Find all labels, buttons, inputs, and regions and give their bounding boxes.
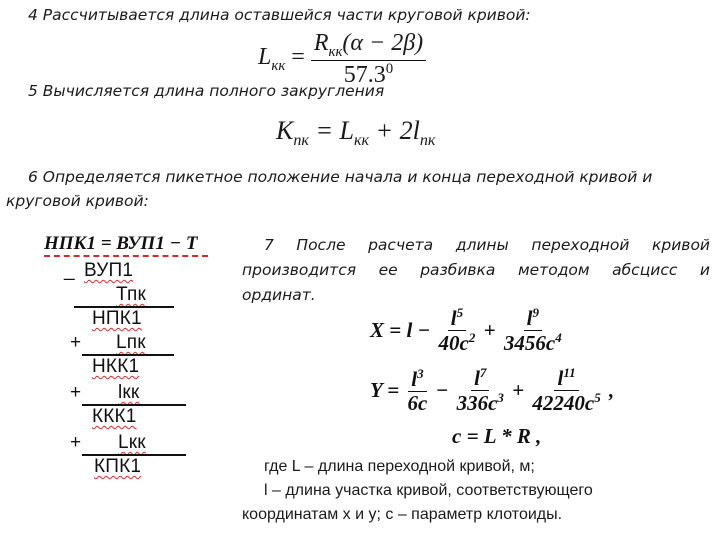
formula4-d3-sup: 5 bbox=[594, 390, 601, 406]
formula4-n3-sup: 11 bbox=[563, 365, 576, 380]
formula3-d1-sup: 2 bbox=[468, 330, 476, 346]
formula3-plus: + bbox=[483, 318, 496, 343]
formula3-d1: 40c bbox=[438, 331, 469, 356]
picket-row-vup1: ВУП1 bbox=[84, 260, 134, 281]
picket-row-lkk: lкк bbox=[118, 382, 140, 403]
formula-x bbox=[370, 306, 565, 355]
formula4-d3: 42240c bbox=[532, 391, 595, 416]
formula1-lhs: L bbox=[258, 43, 272, 70]
formula-c: c = L * R , bbox=[452, 424, 542, 448]
picket-row-plus-3: + bbox=[70, 432, 82, 453]
legend-line3: координатам x и y; c – параметр клотоиды. bbox=[242, 506, 563, 523]
picket-row-op: _ bbox=[64, 260, 75, 281]
formula4-n3: l bbox=[557, 366, 564, 390]
formula1-den: 57.3 bbox=[343, 62, 386, 89]
formula-remaining-circular-length: $L_{кк}$ = $\frac{R_{кк}(\alpha - 2\beta)}{57.3^0}$ bbox=[258, 30, 426, 89]
formula-y bbox=[370, 366, 614, 415]
paragraph-6-line1: 6 Определяется пикетное положение начала и конца переходной кривой и bbox=[28, 168, 653, 186]
formula2-eq-sub: кк bbox=[353, 132, 370, 150]
formula3-n1: l bbox=[450, 306, 457, 330]
paragraph-7-line1: 7 После расчета длины переходной кривой bbox=[264, 236, 710, 254]
formula4-d1: 6c bbox=[407, 390, 428, 415]
picket-row-tpk: Тпк bbox=[116, 284, 146, 305]
formula1-num-rest: (α − 2β) bbox=[342, 30, 424, 56]
picket-row-lpk: Lпк bbox=[116, 332, 146, 353]
formula4-lhs: Y = bbox=[370, 378, 400, 403]
formula1-lhs-sub: кк bbox=[271, 57, 286, 74]
formula2-lhs-sub: пк bbox=[293, 132, 309, 150]
formula4-n1: l bbox=[411, 366, 418, 391]
picket-row-plus-2: + bbox=[70, 382, 82, 403]
formula3-lhs: X = l − bbox=[370, 318, 431, 343]
formula4-n2-sup: 7 bbox=[479, 365, 487, 380]
paragraph-4: 4 Рассчитывается длина оставшейся части круговой кривой: bbox=[28, 6, 531, 24]
formula-full-curve-length bbox=[276, 116, 435, 150]
paragraph-6-line2: круговой кривой: bbox=[6, 192, 149, 210]
formula3-n2-sup: 9 bbox=[532, 305, 539, 320]
legend-line1: где L – длина переходной кривой, м; bbox=[264, 458, 535, 475]
picket-row-lkk-total: Lкк bbox=[118, 432, 146, 453]
paragraph-7-line2: производится ее разбивка методом абсцисс и bbox=[242, 261, 710, 279]
picket-row-nkk1: НКК1 bbox=[92, 356, 140, 377]
formula4-d2: 336c bbox=[456, 391, 498, 416]
formula1-num-r-sub: кк bbox=[328, 43, 343, 60]
formula3-d2-sup: 4 bbox=[555, 330, 562, 346]
picket-row-plus-1: + bbox=[70, 332, 82, 353]
formula4-d2-sup: 3 bbox=[497, 390, 504, 406]
paragraph-5: 5 Вычисляется длина полного закругления bbox=[28, 82, 385, 100]
paragraph-7-line3: ординат. bbox=[242, 286, 316, 304]
formula2-lhs: K bbox=[276, 116, 294, 145]
formula2-tail-sub: пк bbox=[419, 132, 436, 150]
formula4-minus: − bbox=[435, 378, 449, 403]
formula4-end: , bbox=[608, 378, 615, 403]
picket-row-npk1: НПК1 bbox=[92, 308, 142, 329]
formula4-plus: + bbox=[512, 378, 525, 403]
formula4-n2: l bbox=[474, 366, 480, 390]
formula1-num-r: R bbox=[313, 30, 329, 56]
formula2-tail: + 2l bbox=[375, 116, 420, 145]
formula3-n1-sup: 5 bbox=[456, 305, 464, 320]
picket-row-kpk1: КПК1 bbox=[94, 456, 142, 477]
picket-header: НПК1 = ВУП1 − Т bbox=[44, 233, 198, 254]
formula1-den-sup: 0 bbox=[385, 61, 394, 78]
formula3-n2: l bbox=[526, 306, 533, 330]
formula2-eq: = L bbox=[315, 116, 354, 145]
formula3-d2: 3456c bbox=[503, 331, 556, 356]
formula4-n1-sup: 3 bbox=[417, 365, 424, 381]
picket-row-kkk1: ККК1 bbox=[92, 406, 137, 427]
legend-line2: l – длина участка кривой, соответствующего bbox=[264, 482, 593, 499]
